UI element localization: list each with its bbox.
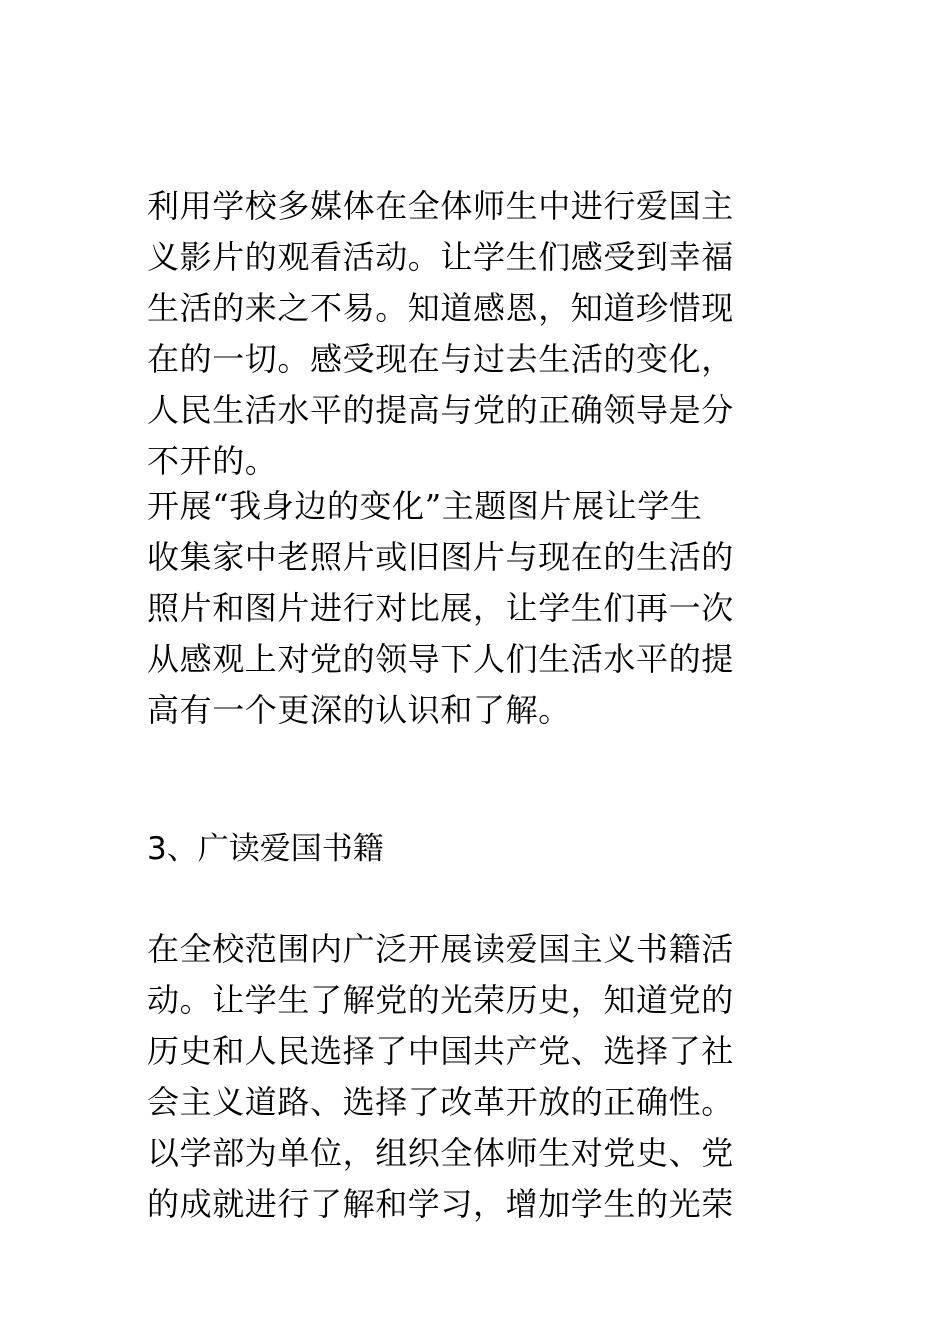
- text-line: 义影片的观看活动。让学生们感受到幸福: [147, 238, 734, 276]
- text-line: 生活的来之不易。知道感恩，知道珍惜现: [147, 289, 734, 327]
- text-line: 开展“我身边的变化”主题图片展让学生: [147, 487, 703, 525]
- text-line: 在全校范围内广泛开展读爱国主义书籍活: [147, 930, 734, 968]
- paragraph-patriotic-reading: [147, 924, 807, 1230]
- text-line: 高有一个更深的认识和了解。: [147, 691, 571, 729]
- text-line: 在的一切。感受现在与过去生活的变化，: [147, 340, 734, 378]
- text-line: 不开的。: [147, 442, 278, 480]
- paragraph-photo-exhibition: [147, 481, 807, 736]
- text-line: 从感观上对党的领导下人们生活水平的提: [147, 640, 734, 678]
- section-heading-text: 3、广读爱国书籍: [147, 831, 384, 867]
- text-line: 会主义道路、选择了改革开放的正确性。: [147, 1083, 734, 1121]
- text-line: 利用学校多媒体在全体师生中进行爱国主: [147, 187, 734, 225]
- text-line: 历史和人民选择了中国共产党、选择了社: [147, 1032, 734, 1070]
- text-line: 的成就进行了解和学习，增加学生的光荣: [147, 1185, 734, 1223]
- text-line: 动。让学生了解党的光荣历史，知道党的: [147, 981, 734, 1019]
- text-line: 人民生活水平的提高与党的正确领导是分: [147, 391, 734, 429]
- text-line: 照片和图片进行对比展，让学生们再一次: [147, 589, 734, 627]
- paragraph-patriotic-films: [147, 181, 807, 487]
- text-line: 收集家中老照片或旧图片与现在的生活的: [147, 538, 734, 576]
- text-line: 以学部为单位，组织全体师生对党史、党: [147, 1134, 734, 1172]
- section-heading: [147, 824, 807, 875]
